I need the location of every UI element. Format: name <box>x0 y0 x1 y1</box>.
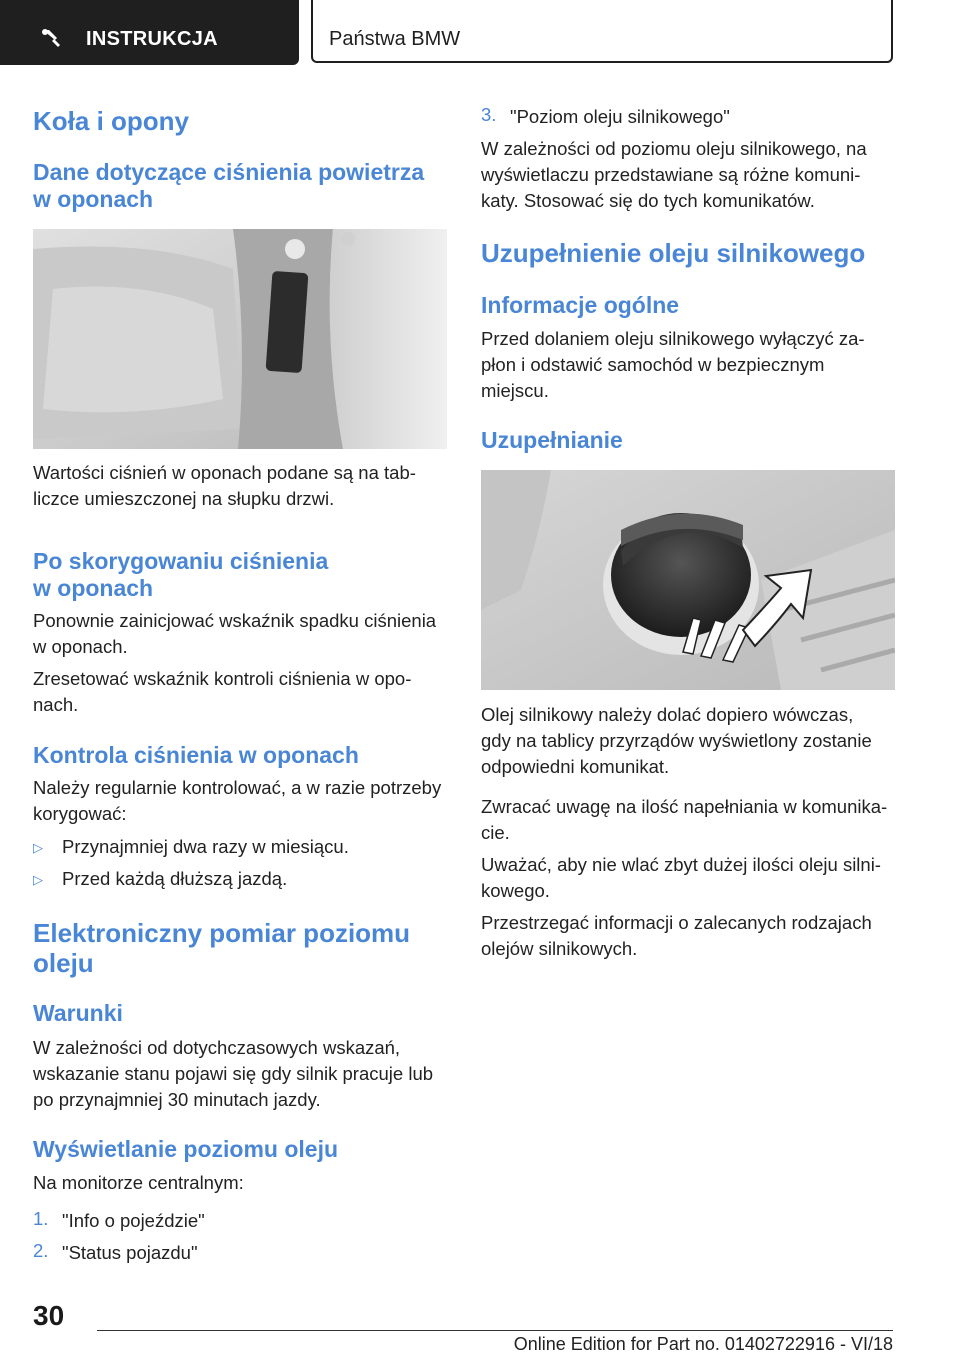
text-line: Zwracać uwagę na ilość napełniania w komunika- <box>481 796 888 817</box>
text-line: cie. <box>481 822 510 843</box>
reinitialize-text <box>33 608 436 660</box>
text-line: odpowiedni komunikat. <box>481 756 670 777</box>
text-line: gdy na tablicy przyrządów wyświetlony zostanie <box>481 730 872 751</box>
text-line: Przed dolaniem oleju silnikowego wyłączyć za- <box>481 328 865 349</box>
oil-messages-text <box>481 136 867 214</box>
text-line: Uważać, aby nie wlać zbyt dużej ilości oleju silni- <box>481 854 881 875</box>
heading-line: oleju <box>33 948 94 978</box>
oil-filler-cap-photo <box>481 470 895 690</box>
section-heading-general: Informacje ogólne <box>481 292 680 318</box>
step-number: 3. <box>481 104 497 125</box>
heading-line: w oponach <box>33 186 154 212</box>
reset-text <box>33 666 411 718</box>
section-heading-conditions: Warunki <box>33 1000 123 1026</box>
text-line: W zależności od poziomu oleju silnikowego, na <box>481 138 867 159</box>
text-line: liczce umieszczonej na słupku drzwi. <box>33 488 335 509</box>
section-heading-refilling: Uzupełnianie <box>481 427 623 453</box>
overfill-warning-text <box>481 852 881 904</box>
text-line: Zresetować wskaźnik kontroli ciśnienia w opo- <box>33 668 412 689</box>
step-number: 1. <box>33 1208 49 1229</box>
list-item: Przed każdą dłuższą jazdą. <box>62 868 288 889</box>
refill-when-text <box>481 702 872 780</box>
car-service-icon <box>40 28 68 48</box>
text-line: kowego. <box>481 880 550 901</box>
text-line: po przynajmniej 30 minutach jazdy. <box>33 1089 321 1110</box>
text-line: Olej silnikowy należy dolać dopiero wówczas, <box>481 704 854 725</box>
conditions-text <box>33 1035 433 1113</box>
heading-line: w oponach <box>33 575 154 601</box>
text-line: korygować: <box>33 803 127 824</box>
oil-types-text <box>481 910 872 962</box>
fill-amount-text <box>481 794 887 846</box>
section-heading-display-level: Wyświetlanie poziomu oleju <box>33 1136 339 1162</box>
page-number: 30 <box>33 1300 65 1331</box>
edition-footer: Online Edition for Part no. 01402722916 - VI/18 <box>513 1334 893 1354</box>
section-title-oil-level <box>33 918 410 978</box>
section-heading-pressure-check: Kontrola ciśnienia w oponach <box>33 742 359 768</box>
section-heading-after-correction <box>33 548 328 602</box>
general-info-text <box>481 326 865 404</box>
text-line: miejscu. <box>481 380 549 401</box>
text-line: olejów silnikowych. <box>481 938 638 959</box>
text-line: katy. Stosować się do tych komunikatów. <box>481 190 815 211</box>
section-label: INSTRUKCJA <box>86 28 218 50</box>
text-line: nach. <box>33 694 79 715</box>
list-item: Przynajmniej dwa razy w miesiącu. <box>62 836 349 857</box>
text-line: Przestrzegać informacji o zalecanych rodzajach <box>481 912 872 933</box>
text-line: wyświetlaczu przedstawiane są różne komuni- <box>481 164 861 185</box>
section-heading-tire-pressure <box>33 159 424 213</box>
tire-pressure-text <box>33 460 416 512</box>
text-line: płon i odstawić samochód w bezpiecznym <box>481 354 825 375</box>
door-pillar-photo <box>33 229 447 449</box>
heading-line: Po skorygowaniu ciśnienia <box>33 548 329 574</box>
book-title: Państwa BMW <box>329 28 461 50</box>
heading-line: Elektroniczny pomiar poziomu <box>33 918 411 948</box>
text-line: Należy regularnie kontrolować, a w razie potrzeby <box>33 777 442 798</box>
text-line: W zależności od dotychczasowych wskazań, <box>33 1037 401 1058</box>
pressure-check-text <box>33 775 441 827</box>
step-number: 2. <box>33 1240 49 1261</box>
text-line: wskazanie stanu pojawi się gdy silnik pracuje lub <box>33 1063 434 1084</box>
section-title-oil-refill: Uzupełnienie oleju silnikowego <box>481 238 866 268</box>
text-line: Ponownie zainicjować wskaźnik spadku ciśnienia <box>33 610 437 631</box>
text-line: w oponach. <box>33 636 128 657</box>
step-text: "Poziom oleju silnikowego" <box>510 106 730 127</box>
triangle-bullet-icon: ▷ <box>33 872 43 887</box>
chapter-title: Koła i opony <box>33 106 189 136</box>
heading-line: Dane dotyczące ciśnienia powietrza <box>33 159 425 185</box>
section-tab[interactable] <box>0 0 299 65</box>
step-text: "Status pojazdu" <box>62 1242 198 1263</box>
footer-divider <box>97 1330 893 1331</box>
book-title-tab[interactable] <box>311 0 893 63</box>
display-intro: Na monitorze centralnym: <box>33 1172 244 1193</box>
step-text: "Info o pojeździe" <box>62 1210 205 1231</box>
triangle-bullet-icon: ▷ <box>33 840 43 855</box>
text-line: Wartości ciśnień w oponach podane są na tab- <box>33 462 416 483</box>
